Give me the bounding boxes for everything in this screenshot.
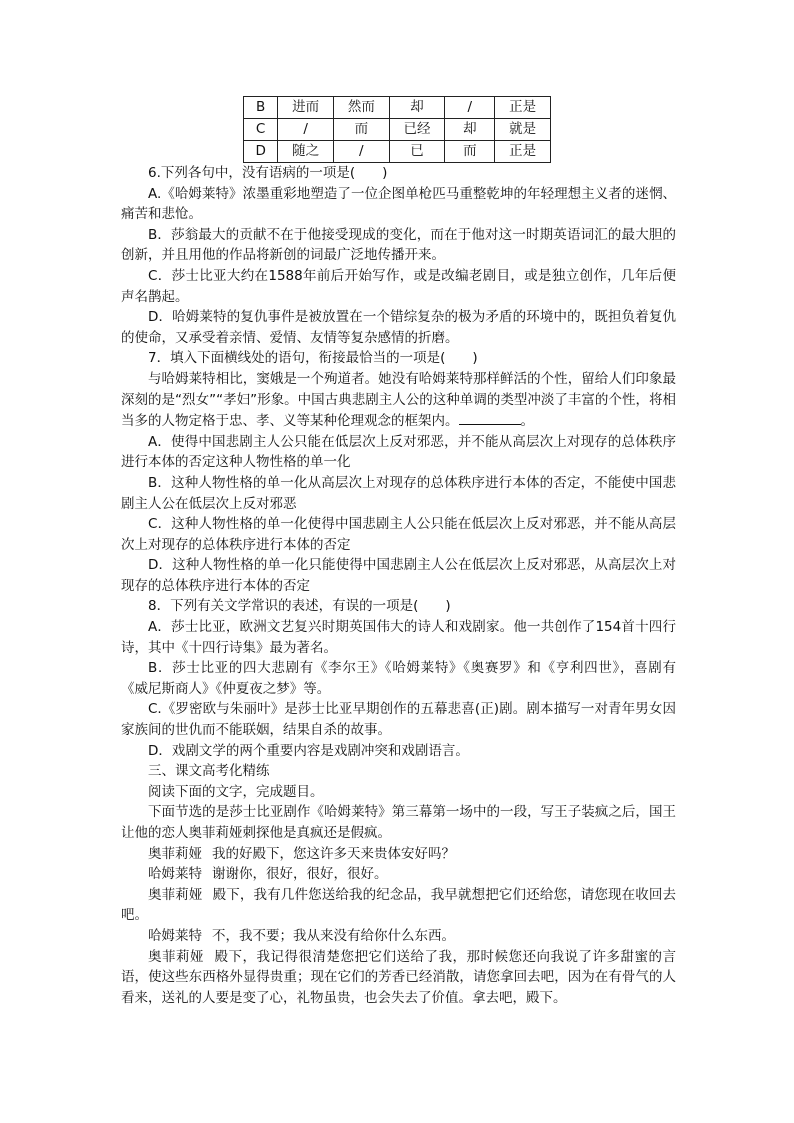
table-cell: B — [244, 97, 278, 119]
q7-option-b: B．这种人物性格的单一化从高层次上对现存的总体秩序进行本体的否定，不能使中国悲剧主人公在低层次上反对邪恶 — [121, 474, 676, 512]
speech-text: 殿下，我有几件您送给我的纪念品，我早就想把它们还给您，请您现在收回去吧。 — [121, 886, 677, 924]
dialogue-line — [121, 864, 676, 885]
q6-option-d: D．哈姆莱特的复仇事件是被放置在一个错综复杂的极为矛盾的环境中的，既担负着复仇的使命，又承受着亲情、爱情、友情等复杂感情的折磨。 — [121, 309, 676, 346]
question-text — [121, 163, 676, 1008]
speech-text: 我的好殿下，您这许多天来贵体安好吗？ — [212, 845, 455, 862]
passage-intro: 下面节选的是莎士比亚剧作《哈姆莱特》第三幕第一场中的一段，写王子装疯之后，国王让他的恋人奥菲莉娅刺探他是真疯还是假疯。 — [121, 804, 676, 841]
speaker-name: 奥菲莉娅 — [148, 886, 203, 903]
speech-text: 殿下，我记得很清楚您把它们送给了我，那时候您还向我说了许多甜蜜的言语，使这些东西格外显得贵重；现在它们的芳香已经消散，请您拿回去吧，因为在有骨气的人看来，送礼的人要是变了心，礼物虽贵，也会失去了价值。拿去吧，殿下。 — [121, 948, 676, 1006]
q8-option-d: D．戏剧文学的两个重要内容是戏剧冲突和戏剧语言。 — [148, 742, 469, 759]
table-cell: 进而 — [278, 97, 334, 119]
options-table — [243, 96, 551, 163]
dialogue-line — [121, 844, 676, 865]
table-cell: 正是 — [495, 97, 551, 119]
table-cell: / — [278, 119, 334, 141]
speaker-name: 哈姆莱特 — [148, 927, 202, 944]
section-heading: 三、课文高考化精练 — [148, 763, 270, 780]
speaker-name: 哈姆莱特 — [148, 866, 202, 883]
q7-option-d: D．这种人物性格的单一化只能使得中国悲剧主人公在低层次上反对邪恶，从高层次上对现存的总体秩序进行本体的否定 — [121, 557, 676, 594]
dialogue-line — [121, 947, 676, 1009]
speaker-name: 奥菲莉娅 — [148, 845, 202, 862]
dialogue — [121, 844, 676, 1009]
q8-stem: 8．下列有关文学常识的表述，有误的一项是( ) — [148, 598, 451, 615]
table-cell: D — [244, 141, 278, 163]
table-cell: 已 — [389, 141, 445, 163]
q8-option-c: C.《罗密欧与朱丽叶》是莎士比亚早期创作的五幕悲喜(正)剧。剧本描写一对青年男女因家族间的世仇而不能联姻，结果自杀的故事。 — [121, 701, 676, 739]
table-cell: 正是 — [495, 141, 551, 163]
table-cell: 而 — [445, 141, 495, 163]
q7-passage — [121, 369, 676, 432]
table-cell: 而 — [333, 119, 389, 141]
table-cell: / — [333, 141, 389, 163]
q6-option-a: A.《哈姆莱特》浓墨重彩地塑造了一位企图单枪匹马重整乾坤的年轻理想主义者的迷惘、痛苦和悲怆。 — [121, 185, 676, 223]
speaker-name: 奥菲莉娅 — [148, 948, 204, 965]
table-row — [244, 141, 551, 163]
q7-stem: 7．填入下面横线处的语句，衔接最恰当的一项是( ) — [148, 350, 478, 367]
q7-passage-end: 。 — [520, 413, 534, 430]
q7-option-a: A．使得中国悲剧主人公只能在低层次上反对邪恶，并不能从高层次上对现存的总体秩序进行本体的否定这种人物性格的单一化 — [121, 433, 676, 471]
answer-blank — [459, 410, 521, 425]
table-cell: 随之 — [278, 141, 334, 163]
table-cell: / — [445, 97, 495, 119]
q6-option-b: B．莎翁最大的贡献不在于他接受现成的变化，而在于他对这一时期英语词汇的最大胆的创新，并且用他的作品将新创的词最广泛地传播开来。 — [121, 226, 676, 264]
table-row — [244, 119, 551, 141]
table-cell: C — [244, 119, 278, 141]
table-cell: 就是 — [495, 119, 551, 141]
q8-option-a: A．莎士比亚，欧洲文艺复兴时期英国伟大的诗人和戏剧家。他一共创作了154首十四行诗，其中《十四行诗集》最为著名。 — [121, 619, 676, 656]
q7-passage-text: 与哈姆莱特相比，窦娥是一个殉道者。她没有哈姆莱特那样鲜活的个性，留给人们印象最深刻的是“烈女”“孝妇”形象。中国古典悲剧主人公的这种单调的类型冲淡了丰富的个性，将相当多的人物定格于忠、孝、义等某种伦理观念的框架内。 — [121, 370, 676, 430]
table-cell: 却 — [445, 119, 495, 141]
table-cell: 然而 — [333, 97, 389, 119]
table-cell: 已经 — [389, 119, 445, 141]
table-row — [244, 97, 551, 119]
speech-text: 谢谢你，很好，很好，很好。 — [212, 866, 388, 883]
dialogue-line — [121, 885, 676, 926]
dialogue-line — [121, 926, 676, 947]
q7-option-c: C．这种人物性格的单一化使得中国悲剧主人公只能在低层次上反对邪恶，并不能从高层次上对现存的总体秩序进行本体的否定 — [121, 516, 676, 553]
speech-text: 不，我不要；我从来没有给你什么东西。 — [212, 927, 455, 944]
q6-option-c: C．莎士比亚大约在1588年前后开始写作，或是改编老剧目，或是独立创作，几年后便声名鹊起。 — [121, 267, 676, 305]
reading-instruction: 阅读下面的文字，完成题目。 — [148, 783, 324, 800]
table-cell: 却 — [389, 97, 445, 119]
q6-stem: 6.下列各句中，没有语病的一项是( ) — [148, 165, 388, 181]
q8-option-b: B．莎士比亚的四大悲剧有《李尔王》《哈姆莱特》《奥赛罗》和《亨利四世》，喜剧有《威尼斯商人》《仲夏夜之梦》等。 — [121, 660, 676, 697]
